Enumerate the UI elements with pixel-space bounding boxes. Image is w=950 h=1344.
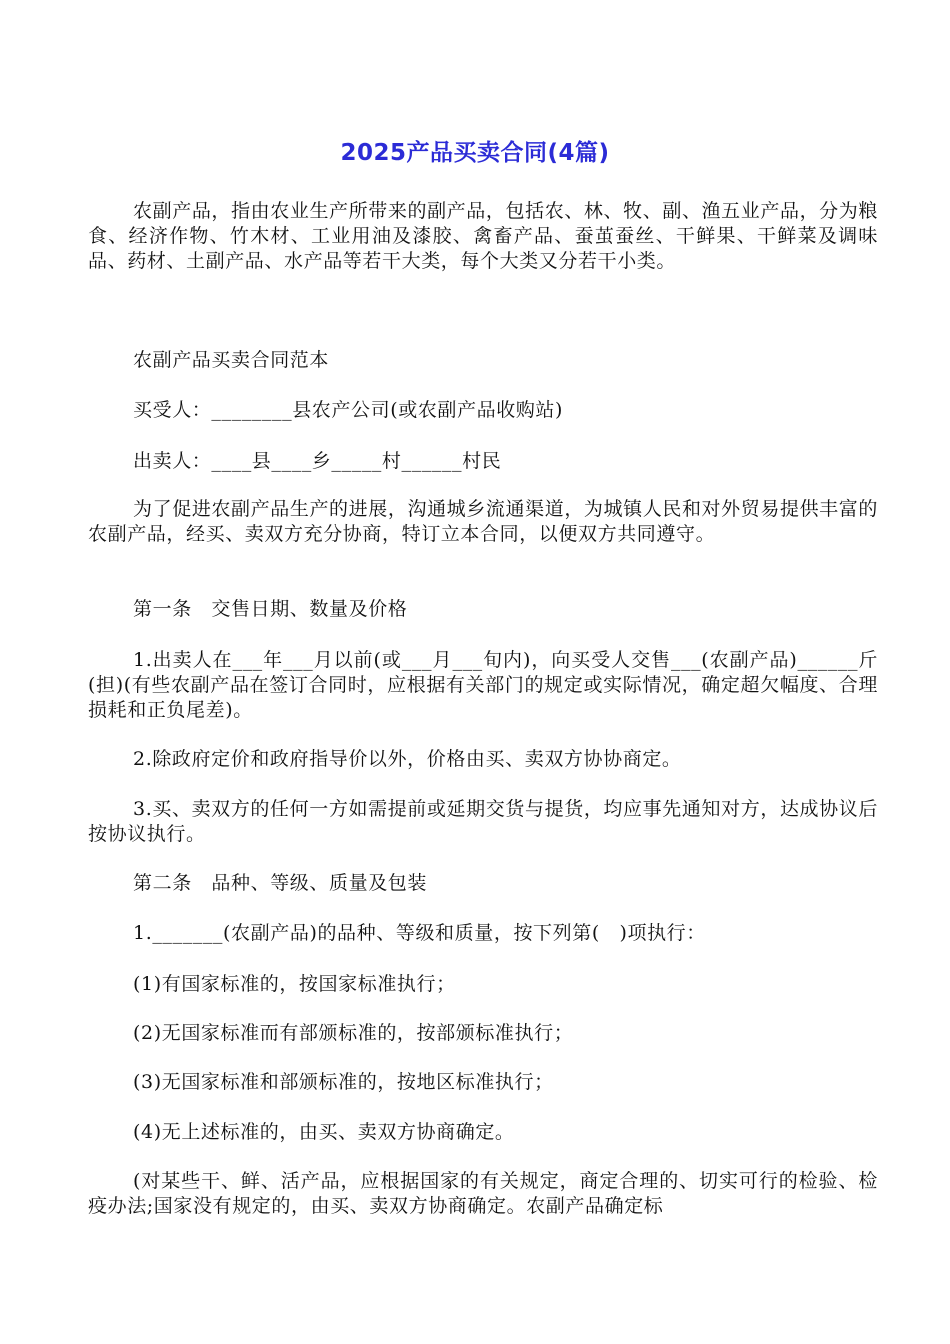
article-two-heading: 第二条 品种、等级、质量及包装 [133,872,428,894]
document-title: 2025产品买卖合同(4篇) [340,140,610,166]
article-one-clause-1: 1.出卖人在___年___月以前(或___月___旬内)，向买受人交售___(农副产品)______斤(担)(有些农副产品在签订合同时，应根据有关部门的规定或实际情况，确定超欠幅度、合理损耗和正负尾差)。 [88,649,878,721]
buyer-line: 买受人：________县农产公司(或农副产品收购站) [133,399,564,421]
standard-item-4: (4)无上述标准的，由买、卖双方协商确定。 [133,1121,515,1143]
article-one-heading: 第一条 交售日期、数量及价格 [133,598,408,620]
standard-item-3: (3)无国家标准和部颁标准的，按地区标准执行； [133,1071,554,1093]
article-one-clause-2: 2.除政府定价和政府指导价以外，价格由买、卖双方协协商定。 [133,748,682,770]
intro-paragraph: 农副产品，指由农业生产所带来的副产品，包括农、林、牧、副、渔五业产品，分为粮食、经济作物、竹木材、工业用油及漆胶、禽畜产品、蚕茧蚕丝、干鲜果、干鲜菜及调味品、药材、土副产品、水产品等若干大类，每个大类又分若干小类。 [88,200,878,272]
standard-item-1: (1)有国家标准的，按国家标准执行； [133,973,456,995]
preamble-paragraph: 为了促进农副产品生产的进展，沟通城乡流通渠道，为城镇人民和对外贸易提供丰富的农副产品，经买、卖双方充分协商，特订立本合同，以便双方共同遵守。 [88,498,878,545]
inspection-note-paragraph: (对某些干、鲜、活产品，应根据国家的有关规定，商定合理的、切实可行的检验、检疫办法;国家没有规定的，由买、卖双方协商确定。农副产品确定标 [88,1170,878,1217]
article-one-clause-3: 3.买、卖双方的任何一方如需提前或延期交货与提货，均应事先通知对方，达成协议后按协议执行。 [88,798,878,845]
article-two-clause-1: 1._______(农副产品)的品种、等级和质量，按下列第( )项执行： [133,922,706,944]
standard-item-2: (2)无国家标准而有部颁标准的，按部颁标准执行； [133,1022,574,1044]
contract-heading: 农副产品买卖合同范本 [133,349,330,371]
seller-line: 出卖人：____县____乡_____村______村民 [133,450,502,472]
